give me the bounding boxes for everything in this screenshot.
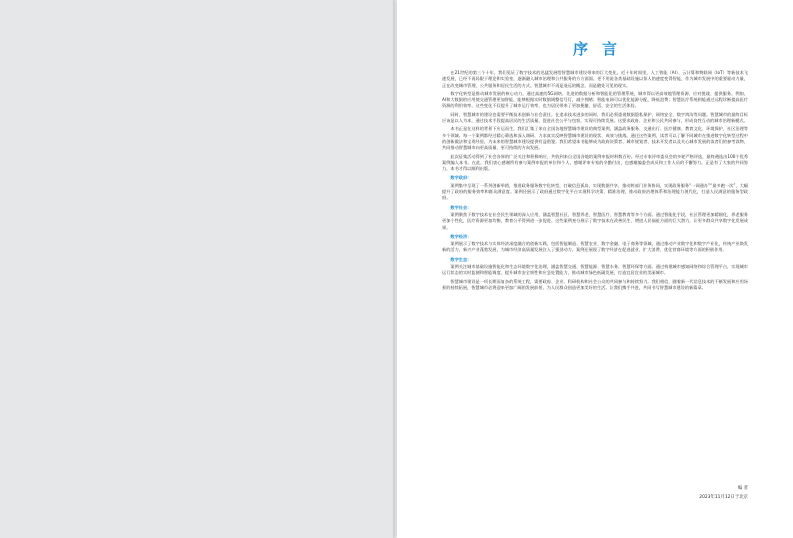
paragraph-4: 本书正是在这样的背景下应运而生。我们汇集了来自全国各地智慧城市建设的典型案例，涵盖政务服务、交通出行、医疗健康、教育文化、环境保护、社区治理等多个领域。每一个案例都经过精心筛选和深入调研，力求真实反映智慧城市建设的现状、成效与挑战。通过这些案例，读者可以了解不同城市在推进数字化转型过程中的创新做法和宝贵经验，为未来的智慧城市建设提供有益借鉴。我们希望本书能够成为政府决策者、城市规划者、技术开发者以及关心城市发展的读者们的参考读物，共同推动智慧城市向更高质量、更可持续的方向发展。: [442, 126, 748, 151]
paragraph-1: 在21世纪的第三个十年，我们见证了数字技术的迅猛发展给智慧城市建设带来的巨大变化。近十年时间里，人工智能（AI）、云计算和物联网（IoT）等新技术飞速发展，已经不再局限于理论和实验室，逐渐融入城市治理和公共服务的方方面面。更不用说各类基础设施以惊人的速度变得智能，作为城市发展中的重要驱动力量，正在改变城市管理、公共服务和居民生活的方式。智慧城市不再是遥远的概念，而是随处可见的现实。: [442, 70, 748, 88]
section-text-4: 案例关注城市基础设施智能化和生态环境数字化治理，涵盖智慧交通、智慧能源、智慧水务、智慧环保等方面。通过构建城市感知网络和综合管理平台，实现城市运行状态的实时监测和智能调度，提升城市安全韧性和应急处置能力，推动城市绿色低碳发展，打造宜居宜业的美丽城市。: [442, 264, 748, 276]
signature-block: [699, 485, 748, 502]
signature-author: 编 者: [737, 486, 748, 491]
page-title: 序言: [572, 40, 631, 58]
paragraph-5: 此次征集活动得到了社会各界的广泛关注和积极响应，共收到来自全国各地的案例申报材料数百份。经过专家评审委员会的多轮严格评选，最终遴选出100个优秀案例编入本书。在此，我们衷心感谢所有参与案例申报的单位和个人，感谢评审专家的辛勤付出，也感谢编委会成员和工作人员的不懈努力。正是有了大家的共同努力，本书才得以顺利出版。: [442, 153, 748, 172]
preface-body: [442, 70, 748, 293]
section-text-2: 案例聚焦于数字技术在社会民生领域的深入应用，涵盖智慧社区、智慧养老、智慧医疗、智慧教育等多个方面。通过智能化手段，社区管理更加精细化，养老服务更加个性化，医疗资源更加均衡，教育公平得到进一步促进。这些案例充分展示了数字技术在改善民生、增进人民福祉方面的巨大潜力，让更多群众共享数字化发展成果。: [442, 211, 748, 230]
section-title-2: 数字社会：: [450, 204, 472, 210]
section-title-4: 数字生态：: [450, 256, 472, 262]
paragraph-2: 数字化转型是推动城市发展的核心动力。通过高速的5G网络、先进的数据分析和智能化的管理系统，城市得以更高效地管理资源、应对挑战、提供服务。例如，AI和大数据的应用使交通管理更加智能，能够根据实时数据调整信号灯，减少拥堵；智能电网可以优化能源分配，降低浪费；智慧医疗系统则能通过远程诊断提高医疗资源的利用效率。这些变化不仅提升了城市运行效率，也为居民带来了更加便捷、舒适、安全的生活体验。: [442, 90, 748, 109]
section-title-3: 数字经济：: [450, 233, 472, 239]
document-page: [397, 0, 793, 538]
signature-date: 2023年11月12日于北京: [699, 494, 748, 500]
section-title-1: 数字政府：: [450, 175, 472, 181]
section-text-1: 案例集中呈现了一系列创新举措，推进政务服务数字化转型，打破信息孤岛，实现数据共享，推动跨部门业务协同，实现政务服务“一网通办”“最多跑一次”，大幅提升了政府的服务效率和群众满意度。案例还展示了政府通过数字化平台实现科学决策、精准治理，推动政府治理体系和治理能力现代化，打造人民满意的服务型政府。: [442, 182, 749, 201]
section-text-3: 案例展示了数字技术与实体经济深度融合的创新实践，包括智能制造、智慧农业、数字金融、电子商务等领域。通过推动产业数字化和数字产业化，传统产业焕发新的活力，新兴产业蓬勃发展，为城市经济高质量发展注入了强劲动力。案例还展现了数字经济在促进就业、扩大消费、优化营商环境等方面的积极作用。: [442, 241, 748, 253]
closing-paragraph: 智慧城市建设是一项长期而复杂的系统工程，需要政府、企业、科研机构和社会公众的共同参与和持续努力。我们相信，随着新一代信息技术的不断发展和应用场景的持续拓展，智慧城市必将迎来更加广阔的发展前景，为人民群众创造更加美好的生活。让我们携手共进，共同书写智慧城市建设的新篇章。: [442, 278, 748, 290]
paragraph-3: 同时，智慧城市的建设也需要平衡技术创新与社会责任。在追求技术进步的同时，我们必须重视数据隐私保护、网络安全、数字鸿沟等问题。智慧城市的最终目标应该是以人为本，通过技术手段提高居民的生活质量，促进社会公平与包容，实现可持续发展。这要求政府、企业和公民共同参与，形成良性互动的城市治理新模式。: [442, 111, 748, 124]
